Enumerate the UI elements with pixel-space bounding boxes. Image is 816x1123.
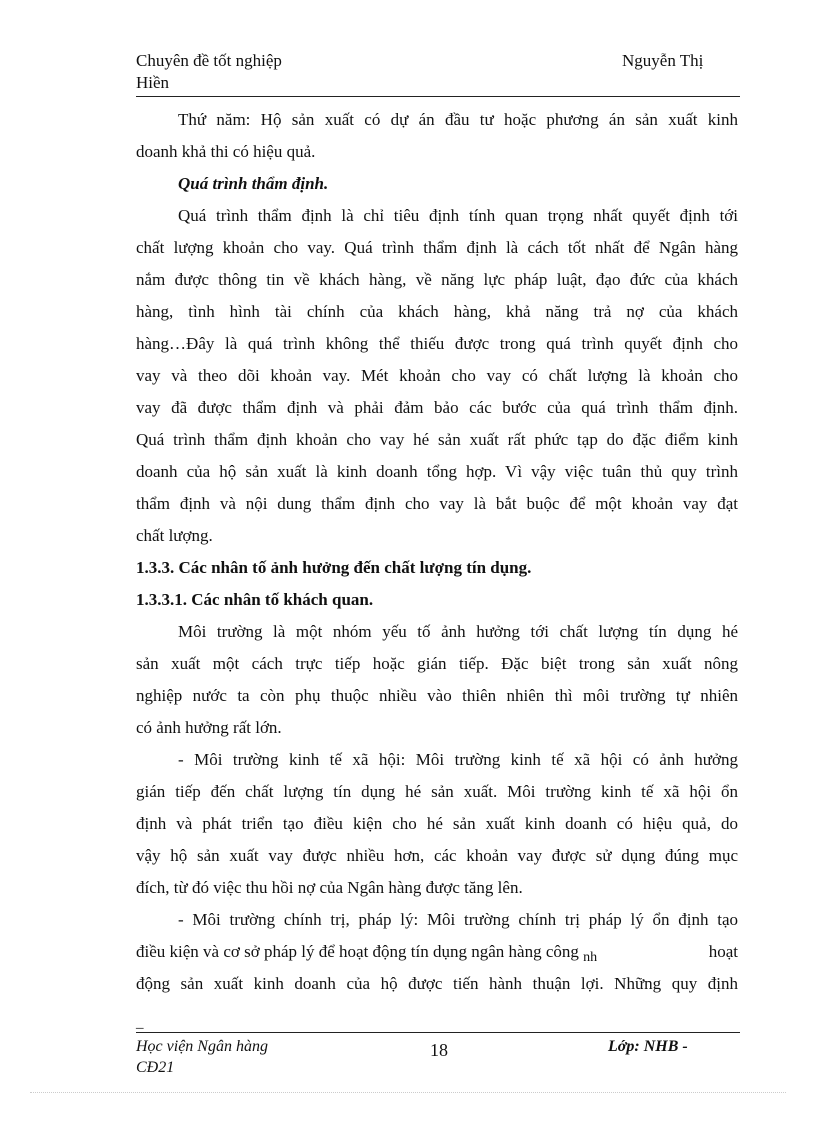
- body-line-tail: hoạt: [708, 942, 738, 961]
- section-heading: 1.3.3. Các nhân tố ảnh hưởng đến chất lượng tín dụng.: [136, 558, 532, 577]
- body-line: đích, từ đó việc thu hồi nợ của Ngân hàng được tăng lên.: [136, 878, 523, 897]
- footer-left: [136, 1036, 268, 1078]
- body-line: doanh khả thi có hiệu quả.: [136, 142, 316, 161]
- page-number: 18: [430, 1040, 448, 1060]
- body-line: Quá trình thẩm định khoản cho vay hé sản xuất rất phức tạp do đặc điểm kinh: [136, 430, 738, 449]
- footer-institution-cont: CĐ21: [136, 1059, 175, 1076]
- body-line: chất lượng.: [136, 526, 213, 545]
- body-line: định và phát triển tạo điều kiện cho hé sản xuất kinh doanh có hiệu quả, do: [136, 814, 738, 833]
- body-line: có ảnh hưởng rất lớn.: [136, 718, 282, 737]
- page-body: [136, 104, 738, 1000]
- subsection-heading: 1.3.3.1. Các nhân tố khách quan.: [136, 590, 374, 609]
- body-line: vay đã được thẩm định và phải đảm bảo các bước của quá trình thẩm định.: [136, 398, 738, 417]
- footer-institution: Học viện Ngân hàng: [136, 1038, 268, 1055]
- body-line: hàng…Đây là quá trình không thể thiếu được trong quá trình quyết định cho: [136, 334, 738, 353]
- body-line: - Môi trường chính trị, pháp lý: Môi trường chính trị pháp lý ổn định tạo: [178, 910, 738, 929]
- body-line: chất lượng khoản cho vay. Quá trình thẩm định là cách tốt nhất để Ngân hàng: [136, 238, 738, 257]
- body-line: vậy hộ sản xuất vay được nhiều hơn, các khoản vay được sử dụng đúng mục: [136, 846, 738, 865]
- body-line: thẩm định và nội dung thẩm định cho vay là bắt buộc để một khoản vay đạt: [136, 494, 738, 513]
- page-edge-divider: [30, 1092, 786, 1093]
- header-rule: [136, 96, 740, 97]
- footer-dash: _: [136, 1015, 144, 1031]
- body-line: động sản xuất kinh doanh của hộ được tiến hành thuận lợi. Những quy định: [136, 974, 738, 993]
- header-title: Chuyên đề tốt nghiệp: [136, 51, 282, 70]
- body-line: Môi trường là một nhóm yếu tố ảnh hưởng tới chất lượng tín dụng hé: [178, 622, 738, 641]
- body-line: nắm được thông tin về khách hàng, về năng lực pháp luật, đạo đức của khách: [136, 270, 738, 289]
- header-title-cont: Hiền: [136, 73, 170, 92]
- footer-rule: [136, 1032, 740, 1033]
- body-line: vay và theo dõi khoản vay. Mét khoản cho vay có chất lượng là khoản cho: [136, 366, 738, 385]
- header-author: Nguyễn Thị: [622, 51, 704, 70]
- body-line: Quá trình thẩm định là chỉ tiêu định tính quan trọng nhất quyết định tới: [178, 206, 738, 225]
- section-heading-italic: Quá trình thẩm định.: [178, 174, 329, 193]
- body-line-subscript: nh: [583, 950, 598, 965]
- body-line: sản xuất một cách trực tiếp hoặc gián tiếp. Đặc biệt trong sản xuất nông: [136, 654, 738, 673]
- header-left: [136, 50, 282, 94]
- body-line: gián tiếp đến chất lượng tín dụng hé sản xuất. Môi trường kinh tế xã hội ổn: [136, 782, 738, 801]
- body-line: Thứ năm: Hộ sản xuất có dự án đầu tư hoặc phương án sản xuất kinh: [178, 110, 738, 129]
- body-line-split: [136, 936, 738, 968]
- footer-class: Lớp: NHB -: [608, 1038, 688, 1055]
- body-line: doanh của hộ sản xuất là kinh doanh tổng hợp. Vì vậy việc tuân thủ quy trình: [136, 462, 738, 481]
- body-line: - Môi trường kinh tế xã hội: Môi trường kinh tế xã hội có ảnh hưởng: [178, 750, 738, 769]
- body-line-part: điều kiện và cơ sở pháp lý để hoạt động tín dụng ngân hàng công: [136, 942, 579, 961]
- body-line: nghiệp nước ta còn phụ thuộc nhiều vào thiên nhiên thì môi trường tự nhiên: [136, 686, 738, 705]
- body-line: hàng, tình hình tài chính của khách hàng, khả năng trả nợ của khách: [136, 302, 738, 321]
